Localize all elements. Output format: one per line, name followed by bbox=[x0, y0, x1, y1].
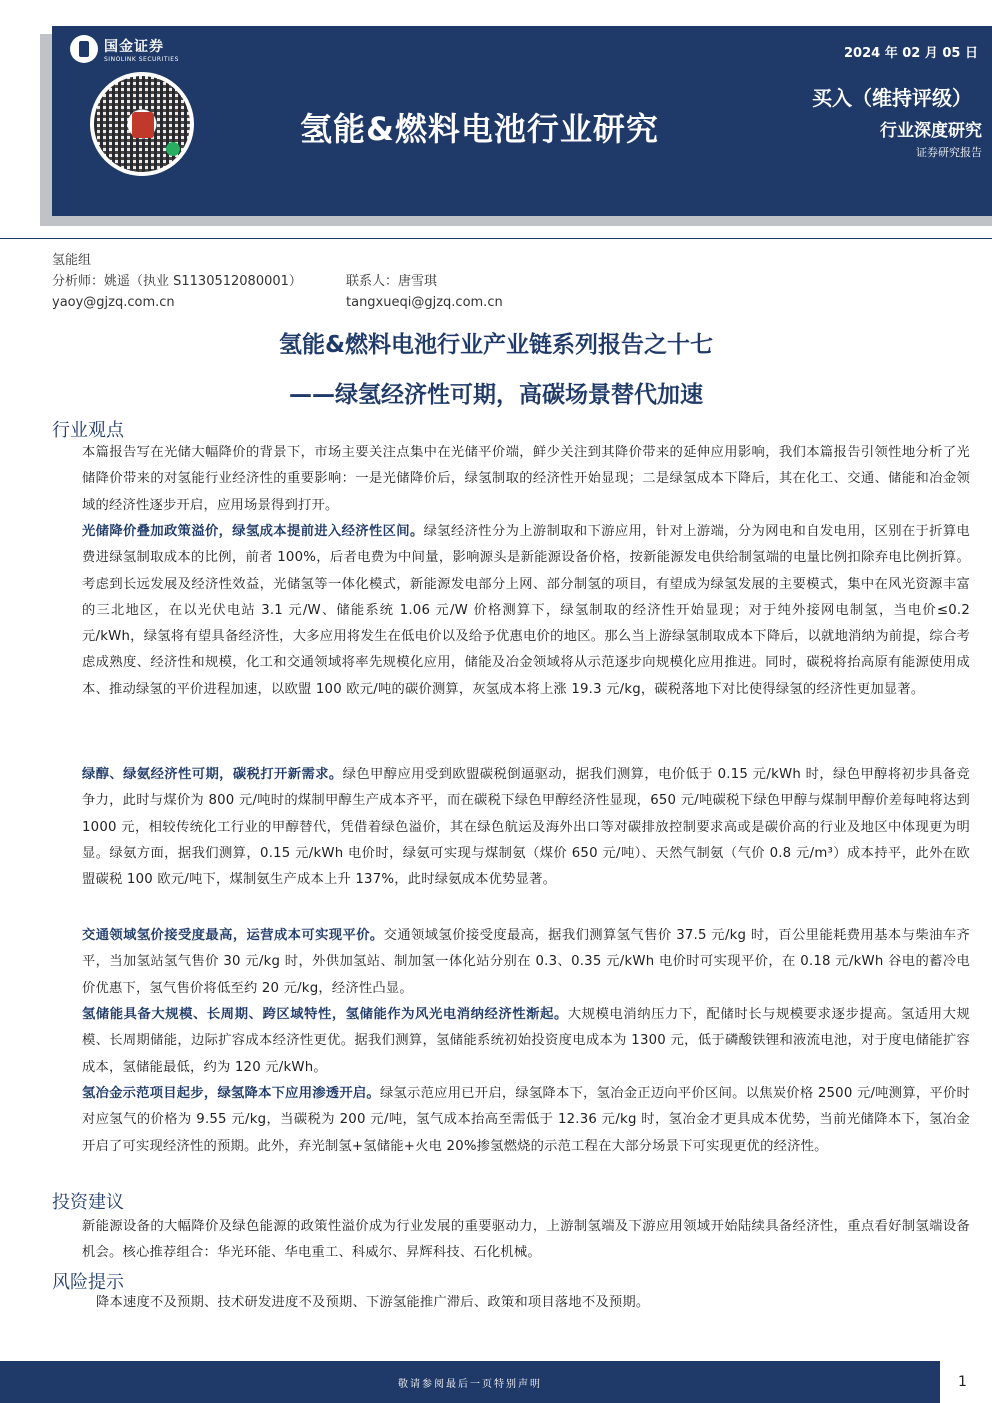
contact-email[interactable]: tangxueqi@gjzq.com.cn bbox=[346, 295, 503, 310]
report-date: 2024 年 02 月 05 日 bbox=[844, 46, 978, 61]
company-logo bbox=[70, 30, 220, 68]
section-heading-view: 行业观点 bbox=[52, 420, 124, 441]
section-heading-invest: 投资建议 bbox=[52, 1192, 124, 1213]
footer-bar bbox=[0, 1361, 940, 1403]
paragraph-lead: 绿醇、绿氨经济性可期，碳税打开新需求。 bbox=[82, 767, 343, 782]
logo-text-cn: 国金证券 bbox=[104, 38, 164, 55]
contact-name: 联系人：唐雪琪 bbox=[346, 274, 438, 289]
author-block bbox=[52, 250, 503, 313]
paragraph-transport bbox=[52, 923, 970, 1002]
paragraph-lead: 氢冶金示范项目起步，绿氢降本下应用渗透开启。 bbox=[82, 1086, 380, 1101]
paragraph-risk: 降本速度不及预期、技术研发进度不及预期、下游氢能推广滞后、政策和项目落地不及预期。 bbox=[96, 1295, 650, 1310]
paragraph-methanol-ammonia bbox=[52, 762, 970, 893]
paragraph-invest: 新能源设备的大幅降价及绿色能源的政策性溢价成为行业发展的重要驱动力，上游制氢端及下游应用领域开始陆续具备经济性，重点看好制氢端设备机会。核心推荐组合：华光环能、华电重工、科威尔、昇辉科技、石化机械。 bbox=[82, 1219, 970, 1261]
qr-center-logo-icon bbox=[132, 112, 154, 138]
section-heading-risk: 风险提示 bbox=[52, 1272, 124, 1293]
logo-text-en: SINOLINK SECURITIES bbox=[104, 55, 179, 63]
paragraph-lead: 交通领域氢价接受度最高，运营成本可实现平价。 bbox=[82, 928, 384, 943]
paragraph-energy-storage bbox=[52, 1002, 970, 1081]
paragraph-body: 大规模电消纳压力下，配储时长与规模要求逐步提高。氢适用大规模、长周期储能，边际扩容成本经济性更优。据我们测算，氢储能系统初始投资度电成本为 1300 元，低于磷酸铁锂和液流电池，对于度电储能扩容成本，氢储能最低，约为 120 元/kWh。 bbox=[82, 1007, 970, 1075]
report-subtitle: ——绿氢经济性可期，高碳场景替代加速 bbox=[289, 382, 703, 408]
analyst-email[interactable]: yaoy@gjzq.com.cn bbox=[52, 295, 175, 310]
footer-disclaimer: 敬请参阅最后一页特别声明 bbox=[398, 1378, 542, 1390]
paragraph-intro: 本篇报告写在光储大幅降价的背景下，市场主要关注点集中在光储平价端，鲜少关注到其降价带来的延伸应用影响，我们本篇报告引领性地分析了光储降价带来的对氢能行业经济性的重要影响：一是光储降价后，绿氢制取的经济性开始显现；二是绿氢成本下降后，其在化工、交通、储能和冶金领域的经济性逐步开启，应用场景得到打开。 bbox=[82, 445, 970, 513]
paragraph-body: 交通领域氢价接受度最高，据我们测算氢气售价 37.5 元/kg 时，百公里能耗费用基本与柴油车齐平，当加氢站氢气售价 30 元/kg 时，外供加氢站、制加氢一体化站分别在 0.3、0.35 元/kWh 电价时可实现平价，在 0.18 元/kWh 谷电的蓄冷电价优惠下，氢气售价将低至约 20 元/kg，经济性凸显。 bbox=[82, 928, 970, 996]
report-subtype: 行业深度研究 bbox=[880, 121, 982, 141]
report-type: 证券研究报告 bbox=[916, 146, 982, 159]
paragraph-green-hydrogen-cost bbox=[52, 519, 970, 703]
rating-label: 买入（维持评级） bbox=[812, 86, 972, 110]
paragraph-body: 绿氢经济性分为上游制取和下游应用，针对上游端，分为网电和自发电用，区别在于折算电费进绿氢制取成本的比例，前者 100%，后者电费为中间量，影响源头是新能源设备价格，按新能源发电供给制氢端的电量比例扣除弃电比例折算。考虑到长远发展及经济性效益，光储氢等一体化模式，新能源发电部分上网、部分制氢的项目，有望成为绿氢发展的主要模式，集中在风光资源丰富的三北地区，在以光伏电站 3.1 元/W、储能系统 1.06 元/W 价格测算下，绿氢制取的经济性开始显现；对于纯外接网电制氢，当电价≤0.2 元/kWh，绿氢将有望具备经济性，大多应用将发生在低电价以及给予优惠电价的地区。那么当上游绿氢制取成本下降后，以就地消纳为前提，综合考虑成熟度、经济性和规模，化工和交通领域将率先规模化应用，储能及冶金领域将从示范逐步向规模化应用推进。同时，碳税将抬高原有能源使用成本、推动绿氢的平价进程加速，以欧盟 100 欧元/吨的碳价测算，灰氢成本将上涨 19.3 元/kg，碳税落地下对比使得绿氢的经济性更加显著。 bbox=[82, 524, 971, 697]
header-divider bbox=[0, 238, 992, 239]
report-title: 氢能&燃料电池行业产业链系列报告之十七 bbox=[278, 332, 714, 358]
group-name: 氢能组 bbox=[52, 253, 92, 268]
paragraph-lead: 光储降价叠加政策溢价，绿氢成本提前进入经济性区间。 bbox=[82, 524, 424, 539]
paragraph-metallurgy bbox=[52, 1081, 970, 1160]
logo-icon bbox=[70, 35, 98, 63]
paragraph-lead: 氢储能具备大规模、长周期、跨区域特性，氢储能作为风光电消纳经济性渐起。 bbox=[82, 1007, 568, 1022]
paragraph-body: 绿色甲醇应用受到欧盟碳税倒逼驱动，据我们测算，电价低于 0.15 元/kWh 时，绿色甲醇将初步具备竞争力，此时与煤价为 800 元/吨时的煤制甲醇生产成本齐平，而在碳税下绿色甲醇经济性显现，650 元/吨碳税下绿色甲醇与煤制甲醇价差每吨将达到 1000 元，相较传统化工行业的甲醇替代，凭借着绿色溢价，其在绿色航运及海外出口等对碳排放控制要求高或是碳价高的行业及地区中体现更为明显。绿氨方面，据我们测算，0.15 元/kWh 电价时，绿氨可实现与煤制氨（煤价 650 元/吨）、天然气制氨（气价 0.8 元/m³）成本持平，此外在欧盟碳税 100 欧元/吨下，煤制氨生产成本上升 137%，此时绿氨成本优势显著。 bbox=[82, 767, 970, 888]
page-number: 1 bbox=[958, 1374, 967, 1390]
analyst-name: 分析师：姚遥（执业 S1130512080001） bbox=[52, 274, 302, 289]
mini-program-icon bbox=[166, 142, 180, 156]
paragraph-body: 绿氢示范应用已开启，绿氢降本下，氢冶金正迈向平价区间。以焦炭价格 2500 元/吨测算，平价时对应氢气的价格为 9.55 元/kg，当碳税为 200 元/吨，氢气成本抬高至需低于 12.36 元/kg 时，氢冶金才更具成本优势，当前光储降本下，氢冶金开启了可实现经济性的预期。此外，弃光制氢+氢储能+火电 20%掺氢燃烧的示范工程在大部分场景下可实现更优的经济性。 bbox=[82, 1086, 970, 1154]
industry-title: 氢能&燃料电池行业研究 bbox=[300, 110, 659, 148]
